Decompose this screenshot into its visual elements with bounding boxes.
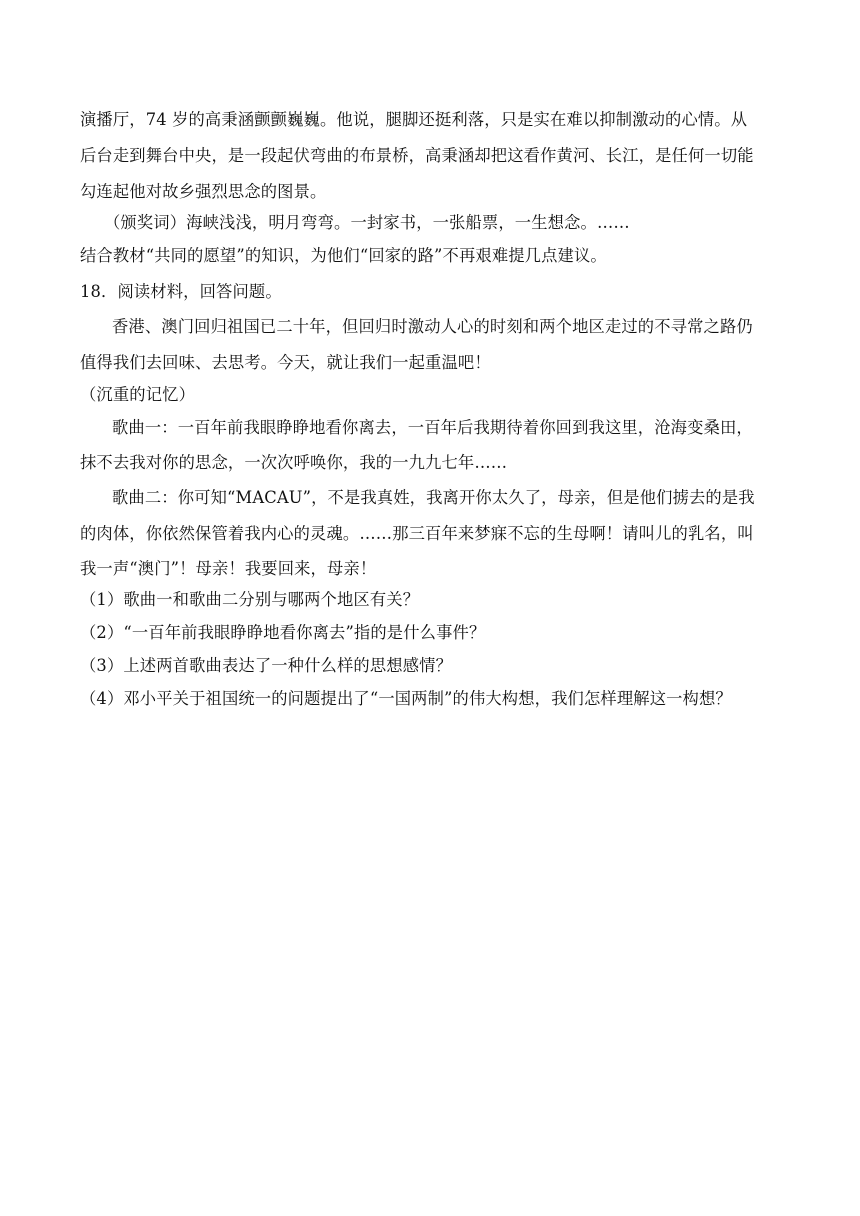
passage-line-3: 勾连起他对故乡强烈思念的图景。 [80,182,327,201]
song2-line-3: 我一声“澳门”！母亲！我要回来，母亲！ [80,559,377,578]
passage-line-2: 后台走到舞台中央，是一段起伏弯曲的布景桥，高秉涵却把这看作黄河、长江，是任何一切能 [80,146,754,165]
song1-line-2: 抹不去我对你的思念，一次次呼唤你，我的一九九七年…… [80,453,508,472]
song2-line-2: 的肉体，你依然保管着我内心的灵魂。……那三百年来梦寐不忘的生母啊！请叫儿的乳名，叫 [80,524,754,543]
section-label: （沉重的记忆） [80,385,196,404]
award-words: （颁奖词）海峡浅浅，明月弯弯。一封家书，一张船票，一生想念。…… [104,213,630,232]
sub-question-4: （4）邓小平关于祖国统一的问题提出了“一国两制”的伟大构想，我们怎样理解这一构想？ [80,689,732,708]
sub-question-1: （1）歌曲一和歌曲二分别与哪两个地区有关？ [80,590,420,609]
intro-line-1: 香港、澳门回归祖国已二十年，但回归时激动人心的时刻和两个地区走过的不寻常之路仍 [112,317,753,336]
question-17-prompt: 结合教材“共同的愿望”的知识，为他们“回家的路”不再艰难提几点建议。 [80,246,607,265]
sub-question-3: （3）上述两首歌曲表达了一种什么样的思想感情？ [80,656,452,675]
song1-line-1: 歌曲一：一百年前我眼睁睁地看你离去，一百年后我期待着你回到我这里，沧海变桑田， [112,418,753,437]
sub-question-2: （2）“一百年前我眼睁睁地看你离去”指的是什么事件？ [80,623,486,642]
intro-line-2: 值得我们去回味、去思考。今天，就让我们一起重温吧！ [80,353,491,372]
song2-line-1: 歌曲二：你可知“MACAU”，不是我真姓，我离开你太久了，母亲，但是他们掳去的是我 [112,488,755,507]
passage-line-1: 演播厅，74 岁的高秉涵颤颤巍巍。他说，腿脚还挺利落，只是实在难以抑制激动的心情。从 [80,110,748,129]
question-18-heading: 18．阅读材料，回答问题。 [80,282,282,301]
